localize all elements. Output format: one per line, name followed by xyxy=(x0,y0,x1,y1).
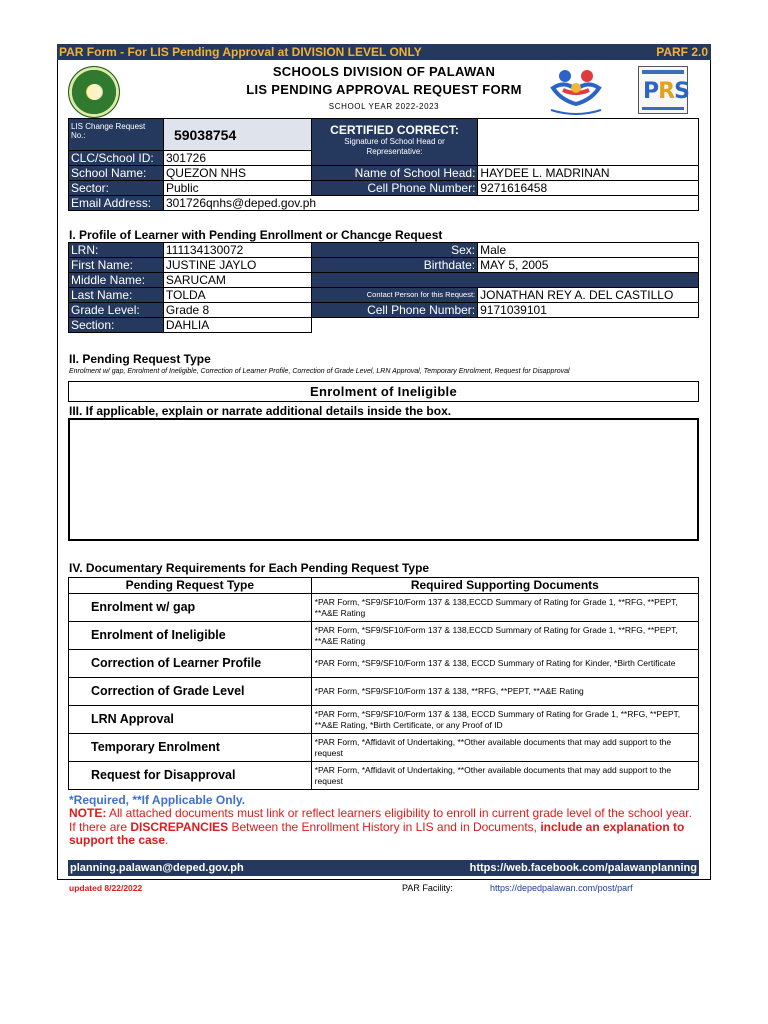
form-version: PARF 2.0 xyxy=(656,45,708,59)
request-type-name: Request for Disapproval xyxy=(69,762,312,790)
contact-person-value[interactable]: JONATHAN REY A. DEL CASTILLO xyxy=(478,288,699,303)
requirements-table xyxy=(68,577,699,790)
note-part-2: Between the Enrollment History in LIS and in Documents, xyxy=(228,819,541,834)
section-1-title: I. Profile of Learner with Pending Enrollment or Chancge Request xyxy=(69,228,443,242)
form-heading: LIS PENDING APPROVAL REQUEST FORM xyxy=(246,82,522,97)
updated-date: updated 8/22/2022 xyxy=(69,883,143,893)
col-required-docs: Required Supporting Documents xyxy=(311,578,698,594)
request-type-name: Correction of Learner Profile xyxy=(69,650,312,678)
request-type-docs: *PAR Form, *SF9/SF10/Form 137 & 138,ECCD Summary of Rating for Grade 1, **RFG, **PEPT, **A&E Rating xyxy=(311,622,698,650)
first-name-value[interactable]: JUSTINE JAYLO xyxy=(163,258,311,273)
certified-correct-label: CERTIFIED CORRECT: xyxy=(330,123,459,137)
clc-value[interactable]: 301726 xyxy=(163,151,311,166)
request-type-name: Temporary Enrolment xyxy=(69,734,312,762)
request-type-select[interactable]: Enrolment of Ineligible xyxy=(68,381,699,402)
last-name-value[interactable]: TOLDA xyxy=(163,288,311,303)
request-type-docs: *PAR Form, *SF9/SF10/Form 137 & 138, ECCD Summary of Rating for Kinder, *Birth Certificate xyxy=(311,650,698,678)
request-type-name: Enrolment of Ineligible xyxy=(69,622,312,650)
request-type-name: LRN Approval xyxy=(69,706,312,734)
certified-correct-cell xyxy=(311,119,478,166)
contact-footer-bar xyxy=(68,860,699,876)
signature-field[interactable] xyxy=(478,119,699,166)
school-name-value[interactable]: QUEZON NHS xyxy=(163,166,311,181)
empty-cell xyxy=(311,318,699,333)
email-value[interactable]: 301726qnhs@deped.gov.ph xyxy=(163,196,698,211)
note-text xyxy=(69,807,699,848)
middle-name-label: Middle Name: xyxy=(69,273,164,288)
first-name-label: First Name: xyxy=(69,258,164,273)
middle-name-value[interactable]: SARUCAM xyxy=(163,273,311,288)
school-cell-value[interactable]: 9271616458 xyxy=(478,181,699,196)
sex-value[interactable]: Male xyxy=(478,243,699,258)
request-type-options: Enrolment w/ gap, Enrolment of Ineligible, Correction of Learner Profile, Correction of Grade Level, LRN Approval, Temporary Enrolment, Request for Disapproval xyxy=(69,368,570,375)
section-label: Section: xyxy=(69,318,164,333)
note-end: . xyxy=(165,833,169,847)
footer-email-link[interactable]: planning.palawan@deped.gov.ph xyxy=(70,862,244,874)
school-name-label: School Name: xyxy=(69,166,164,181)
birthdate-value[interactable]: MAY 5, 2005 xyxy=(478,258,699,273)
request-type-docs: *PAR Form, *SF9/SF10/Form 137 & 138, ECCD Summary of Rating for Grade 1, **RFG, **PEPT, **A&E Rating, *Birth Certificate, or any Proof of ID xyxy=(311,706,698,734)
request-type-docs: *PAR Form, *Affidavit of Undertaking, **Other available documents that may add support to the request xyxy=(311,734,698,762)
request-type-name: Enrolment w/ gap xyxy=(69,594,312,622)
sex-label: Sex: xyxy=(311,243,478,258)
note-discrepancies: DISCREPANCIES xyxy=(130,819,229,834)
form-title-bar xyxy=(57,44,711,60)
section-2-title: II. Pending Request Type xyxy=(69,352,211,366)
learner-profile-table xyxy=(68,242,699,333)
lis-change-value[interactable]: 59038754 xyxy=(163,119,311,151)
school-head-value[interactable]: HAYDEE L. MADRINAN xyxy=(478,166,699,181)
col-request-type: Pending Request Type xyxy=(69,578,312,594)
required-legend: *Required, **If Applicable Only. xyxy=(69,793,246,807)
learner-cell-label: Cell Phone Number: xyxy=(311,303,478,318)
birthdate-label: Birthdate: xyxy=(311,258,478,273)
section-3-title: III. If applicable, explain or narrate additional details inside the box. xyxy=(69,404,452,418)
learner-cell-value[interactable]: 9171039101 xyxy=(478,303,699,318)
certified-correct-sub: Signature of School Head or Representative: xyxy=(344,137,445,156)
school-year: SCHOOL YEAR 2022-2023 xyxy=(328,102,440,111)
clc-label: CLC/School ID: xyxy=(69,151,164,166)
lrn-label: LRN: xyxy=(69,243,164,258)
prs-logo-icon: PRS xyxy=(638,66,688,114)
section-4-title: IV. Documentary Requirements for Each Pending Request Type xyxy=(69,561,430,575)
request-type-docs: *PAR Form, *SF9/SF10/Form 137 & 138, **RFG, **PEPT, **A&E Rating xyxy=(311,678,698,706)
note-part-3: to support the case xyxy=(69,819,685,847)
par-facility-link[interactable]: https://depedpalawan.com/post/parf xyxy=(490,883,633,893)
request-type-name: Correction of Grade Level xyxy=(69,678,312,706)
division-heading: SCHOOLS DIVISION OF PALAWAN xyxy=(272,64,496,79)
note-part-1: All attached documents must link or reflect learners eligibility to enroll in current grade level of the school year. If there are xyxy=(69,806,692,834)
lis-change-label: LIS Change Request No.: xyxy=(69,119,164,151)
grade-level-value[interactable]: Grade 8 xyxy=(163,303,311,318)
blank-navy-cell xyxy=(311,273,699,288)
additional-details-textarea[interactable] xyxy=(68,418,699,541)
school-head-label: Name of School Head: xyxy=(311,166,478,181)
contact-person-label: Contact Person for this Request: xyxy=(311,288,478,303)
grade-level-label: Grade Level: xyxy=(69,303,164,318)
request-type-docs: *PAR Form, *SF9/SF10/Form 137 & 138,ECCD Summary of Rating for Grade 1, **RFG, **PEPT, **A&E Rating xyxy=(311,594,698,622)
section-value[interactable]: DAHLIA xyxy=(163,318,311,333)
school-cell-label: Cell Phone Number: xyxy=(311,181,478,196)
email-label: Email Address: xyxy=(69,196,164,211)
note-label: NOTE: xyxy=(69,806,107,820)
sector-label: Sector: xyxy=(69,181,164,196)
school-info-table xyxy=(68,118,699,211)
last-name-label: Last Name: xyxy=(69,288,164,303)
lrn-value[interactable]: 111134130072 xyxy=(163,243,311,258)
sector-value[interactable]: Public xyxy=(163,181,311,196)
note-explanation: include an explanation xyxy=(540,819,670,834)
request-type-docs: *PAR Form, *Affidavit of Undertaking, **Other available documents that may add support to the request xyxy=(311,762,698,790)
par-facility-label: PAR Facility: xyxy=(402,883,453,893)
form-title: PAR Form - For LIS Pending Approval at DIVISION LEVEL ONLY xyxy=(59,45,422,59)
footer-facebook-link[interactable]: https://web.facebook.com/palawanplanning xyxy=(469,862,697,874)
